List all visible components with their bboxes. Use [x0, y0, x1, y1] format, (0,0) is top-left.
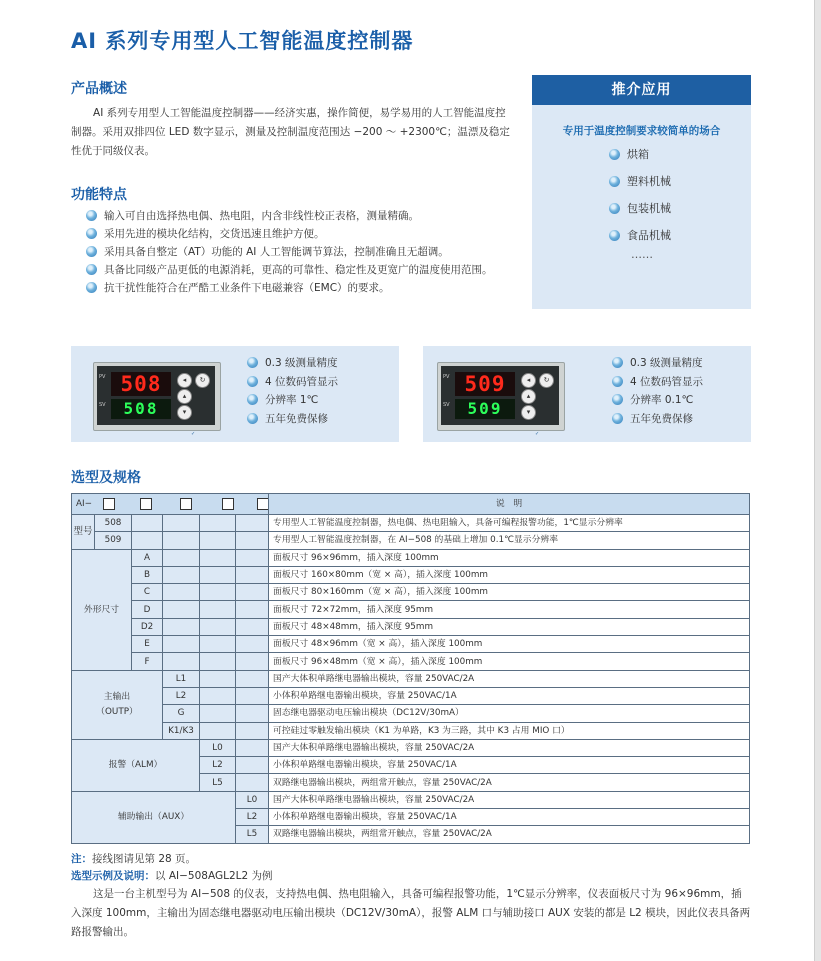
table-row: [72, 705, 750, 722]
blank-cell: [200, 670, 236, 687]
controller-image: [437, 362, 565, 437]
page-edge: [814, 0, 821, 961]
table-row: [72, 601, 750, 618]
main-output-code: L2: [163, 687, 200, 704]
main-output-label: [72, 670, 163, 739]
main-output-desc: 可控硅过零触发输出模块（K1 为单路，K3 为三路，其中 K3 占用 MIO 口）: [269, 722, 750, 739]
checkbox-icon: [103, 498, 115, 510]
blank-cell: [236, 532, 269, 549]
application-item-label: 包装机械: [627, 202, 671, 215]
feature-item: [86, 207, 516, 225]
sv-label: SV: [99, 402, 106, 408]
brand-logo-icon: ✓: [535, 431, 540, 437]
pv-label: PV: [99, 374, 106, 380]
blank-cell: [236, 774, 269, 791]
aux-code: L5: [236, 826, 269, 843]
spec-text: 五年免费保修: [265, 412, 328, 425]
alarm-code: L5: [200, 774, 236, 791]
spec-item: [247, 412, 338, 431]
brand-logo-icon: ✓: [191, 431, 196, 437]
blank-cell: [200, 549, 236, 566]
table-row: [72, 566, 750, 583]
aux-label: 辅助输出（AUX）: [72, 791, 236, 843]
checkbox-icon: [140, 498, 152, 510]
size-desc: 面板尺寸 160×80mm（宽 × 高），插入深度 100mm: [269, 566, 750, 583]
blank-cell: [236, 584, 269, 601]
blank-cell: [236, 670, 269, 687]
selection-table: [71, 493, 750, 844]
size-code: E: [132, 636, 163, 653]
size-code: D2: [132, 618, 163, 635]
model-desc: 专用型人工智能温度控制器，热电偶、热电阻输入，具备可编程报警功能，1℃显示分辨率: [269, 515, 750, 532]
size-desc: 面板尺寸 96×96mm，插入深度 100mm: [269, 549, 750, 566]
overview-heading: 产品概述: [71, 81, 127, 97]
blank-cell: [200, 566, 236, 583]
bullet-icon: [609, 176, 620, 187]
bullet-icon: [612, 357, 623, 368]
blank-cell: [163, 653, 200, 670]
spec-item: [247, 375, 338, 394]
bullet-icon: [247, 394, 258, 405]
bullet-icon: [86, 228, 97, 239]
controller-image: [93, 362, 221, 437]
table-row: [72, 584, 750, 601]
selection-heading: 选型及规格: [71, 470, 141, 486]
table-row: [72, 687, 750, 704]
bullet-icon: [612, 394, 623, 405]
feature-item: [86, 243, 516, 261]
alarm-code: L2: [200, 757, 236, 774]
blank-cell: [163, 515, 200, 532]
blank-cell: [163, 566, 200, 583]
table-row: [72, 653, 750, 670]
features-list: [86, 207, 516, 297]
bullet-icon: [247, 376, 258, 387]
blank-cell: [236, 636, 269, 653]
blank-cell: [200, 515, 236, 532]
description-header: 说 明: [269, 494, 750, 515]
spec-text: 4 位数码管显示: [265, 375, 339, 388]
table-row: [72, 722, 750, 739]
example-intro: 以 AI−508AGL2L2 为例: [155, 870, 273, 882]
main-output-desc: 小体积单路继电器输出模块，容量 250VAC/1A: [269, 687, 750, 704]
bullet-icon: [86, 246, 97, 257]
checkbox-icon: [257, 498, 269, 510]
feature-text: 抗干扰性能符合在严酷工业条件下电磁兼容（EMC）的要求。: [104, 282, 390, 294]
blank-cell: [236, 705, 269, 722]
table-row: [72, 515, 750, 532]
bullet-icon: [612, 413, 623, 424]
spec-item: [612, 412, 703, 431]
blank-cell: [163, 549, 200, 566]
main-output-desc: 固态继电器驱动电压输出模块（DC12V/30mA）: [269, 705, 750, 722]
set-key-icon: ↻: [195, 373, 210, 388]
application-panel: [532, 75, 751, 309]
model-label: 型号: [72, 515, 95, 550]
example-line: [71, 868, 273, 885]
bullet-icon: [86, 210, 97, 221]
application-item-label: 烘箱: [627, 148, 649, 161]
note-label: 注：: [71, 853, 92, 865]
note-text: 接线图请见第 28 页。: [92, 853, 197, 865]
spec-text: 0.3 级测量精度: [265, 357, 338, 369]
overview-text: [71, 104, 511, 161]
bullet-icon: [609, 230, 620, 241]
aux-desc: 小体积单路继电器输出模块，容量 250VAC/1A: [269, 809, 750, 826]
blank-cell: [200, 653, 236, 670]
aux-code: L2: [236, 809, 269, 826]
aux-code: L0: [236, 791, 269, 808]
blank-cell: [200, 601, 236, 618]
blank-cell: [236, 515, 269, 532]
features-heading: 功能特点: [71, 187, 127, 203]
feature-item: [86, 279, 516, 297]
aux-desc: 国产大体积单路继电器输出模块，容量 250VAC/2A: [269, 791, 750, 808]
notes: [71, 851, 273, 885]
alarm-desc: 小体积单路继电器输出模块，容量 250VAC/1A: [269, 757, 750, 774]
application-more: ……: [631, 248, 653, 261]
spec-text: 分辨率 1℃: [265, 394, 319, 406]
blank-cell: [236, 601, 269, 618]
note-line: [71, 851, 273, 868]
application-subtitle: 专用于温度控制要求较简单的场合: [562, 125, 721, 137]
table-row: [72, 670, 750, 687]
blank-cell: [236, 618, 269, 635]
controller-bezel: [441, 366, 559, 425]
product-specs: [612, 356, 703, 430]
size-desc: 面板尺寸 80×160mm（宽 × 高），插入深度 100mm: [269, 584, 750, 601]
spec-text: 0.3 级测量精度: [630, 357, 703, 369]
application-item-label: 食品机械: [627, 229, 671, 242]
size-code: C: [132, 584, 163, 601]
blank-cell: [132, 532, 163, 549]
table-header-row: [72, 494, 750, 515]
product-specs: [247, 356, 338, 430]
blank-cell: [236, 549, 269, 566]
checkbox-icon: [222, 498, 234, 510]
blank-cell: [236, 687, 269, 704]
sv-display: 508: [111, 399, 171, 419]
code-header: [72, 494, 269, 515]
bullet-icon: [86, 282, 97, 293]
application-item: [609, 229, 751, 256]
alarm-label: 报警（ALM）: [72, 739, 200, 791]
table-row: [72, 739, 750, 756]
blank-cell: [200, 687, 236, 704]
blank-cell: [163, 618, 200, 635]
size-desc: 面板尺寸 72×72mm，插入深度 95mm: [269, 601, 750, 618]
spec-item: [612, 356, 703, 375]
spec-text: 五年免费保修: [630, 412, 693, 425]
blank-cell: [200, 705, 236, 722]
blank-cell: [163, 601, 200, 618]
model-prefix: AI−: [76, 499, 92, 509]
down-key-icon: ▾: [177, 405, 192, 420]
application-item: [609, 148, 751, 175]
spec-item: [247, 393, 338, 412]
controller-bezel: [97, 366, 215, 425]
page-title: AI 系列专用型人工智能温度控制器: [71, 29, 414, 53]
size-code: D: [132, 601, 163, 618]
blank-cell: [236, 739, 269, 756]
pv-display: 509: [455, 372, 515, 396]
sv-display: 509: [455, 399, 515, 419]
application-item: [609, 202, 751, 229]
alarm-code: L0: [200, 739, 236, 756]
application-header: 推介应用: [532, 75, 751, 105]
size-desc: 面板尺寸 48×48mm，插入深度 95mm: [269, 618, 750, 635]
blank-cell: [236, 757, 269, 774]
feature-item: [86, 261, 514, 279]
size-code: F: [132, 653, 163, 670]
table-row: [72, 549, 750, 566]
main-output-code: K1/K3: [163, 722, 200, 739]
main-output-code: G: [163, 705, 200, 722]
blank-cell: [200, 584, 236, 601]
model-code: 508: [95, 515, 132, 532]
spec-item: [612, 375, 703, 394]
shift-key-icon: ◂: [521, 373, 536, 388]
bullet-icon: [247, 357, 258, 368]
checkbox-icon: [180, 498, 192, 510]
set-key-icon: ↻: [539, 373, 554, 388]
feature-text: 采用先进的模块化结构，交货迅速且维护方便。: [104, 228, 325, 240]
shift-key-icon: ◂: [177, 373, 192, 388]
alarm-desc: 国产大体积单路继电器输出模块，容量 250VAC/2A: [269, 739, 750, 756]
model-desc: 专用型人工智能温度控制器，在 AI−508 的基础上增加 0.1℃显示分辨率: [269, 532, 750, 549]
size-label: 外形尺寸: [72, 549, 132, 670]
main-output-label-line1: 主输出: [103, 691, 131, 702]
feature-item: [86, 225, 516, 243]
sv-label: SV: [443, 402, 450, 408]
aux-desc: 双路继电器输出模块，两组常开触点，容量 250VAC/2A: [269, 826, 750, 843]
up-key-icon: ▴: [177, 389, 192, 404]
blank-cell: [200, 532, 236, 549]
bullet-icon: [609, 149, 620, 160]
up-key-icon: ▴: [521, 389, 536, 404]
spec-item: [247, 356, 338, 375]
size-desc: 面板尺寸 48×96mm（宽 × 高），插入深度 100mm: [269, 636, 750, 653]
size-code: B: [132, 566, 163, 583]
pv-display: 508: [111, 372, 171, 396]
blank-cell: [200, 618, 236, 635]
product-card-508: [71, 346, 399, 442]
product-card-509: [423, 346, 751, 442]
size-desc: 面板尺寸 96×48mm（宽 × 高），插入深度 100mm: [269, 653, 750, 670]
spec-text: 4 位数码管显示: [630, 375, 704, 388]
bullet-icon: [86, 264, 97, 275]
bullet-icon: [612, 376, 623, 387]
overview-text-body: AI 系列专用型人工智能温度控制器——经济实惠，操作简便，易学易用的人工智能温度控制器。采用双排四位 LED 数字显示，测量及控制温度范围达 −200 ～ +2300℃；温漂及稳定性优于同级仪表。: [71, 107, 510, 157]
blank-cell: [200, 636, 236, 653]
table-row: [72, 532, 750, 549]
blank-cell: [236, 722, 269, 739]
main-output-label-line2: （OUTP）: [96, 706, 138, 717]
main-output-desc: 国产大体积单路继电器输出模块，容量 250VAC/2A: [269, 670, 750, 687]
application-list: [532, 148, 751, 261]
alarm-desc: 双路继电器输出模块，两组常开触点，容量 250VAC/2A: [269, 774, 750, 791]
table-row: [72, 791, 750, 808]
main-output-code: L1: [163, 670, 200, 687]
blank-cell: [236, 566, 269, 583]
table-row: [72, 618, 750, 635]
feature-text: 具备比同级产品更低的电源消耗，更高的可靠性、稳定性及更宽广的温度使用范围。: [104, 264, 493, 276]
down-key-icon: ▾: [521, 405, 536, 420]
spec-text: 分辨率 0.1℃: [630, 394, 694, 406]
feature-text: 输入可自由选择热电偶、热电阻，内含非线性校正表格，测量精确。: [104, 210, 419, 222]
application-item-label: 塑料机械: [627, 175, 671, 188]
blank-cell: [163, 636, 200, 653]
blank-cell: [200, 722, 236, 739]
spec-item: [612, 393, 703, 412]
model-code: 509: [95, 532, 132, 549]
size-code: A: [132, 549, 163, 566]
bullet-icon: [609, 203, 620, 214]
example-label: 选型示例及说明：: [71, 870, 155, 882]
feature-text: 采用具备自整定（AT）功能的 AI 人工智能调节算法，控制准确且无超调。: [104, 246, 449, 258]
blank-cell: [132, 515, 163, 532]
bullet-icon: [247, 413, 258, 424]
application-item: [609, 175, 751, 202]
blank-cell: [163, 584, 200, 601]
table-row: [72, 636, 750, 653]
blank-cell: [236, 653, 269, 670]
example-text: 这是一台主机型号为 AI−508 的仪表，支持热电偶、热电阻输入，具备可编程报警功能，1℃显示分辨率，仪表面板尺寸为 96×96mm，插入深度 100mm，主输出为固态继电器驱动电压输出模块（DC12V/30mA），报警 ALM 口与辅助接口 AUX 安装的都是 L2 模块，因此仪表具备两路报警输出。: [71, 888, 751, 938]
pv-label: PV: [443, 374, 450, 380]
blank-cell: [163, 532, 200, 549]
